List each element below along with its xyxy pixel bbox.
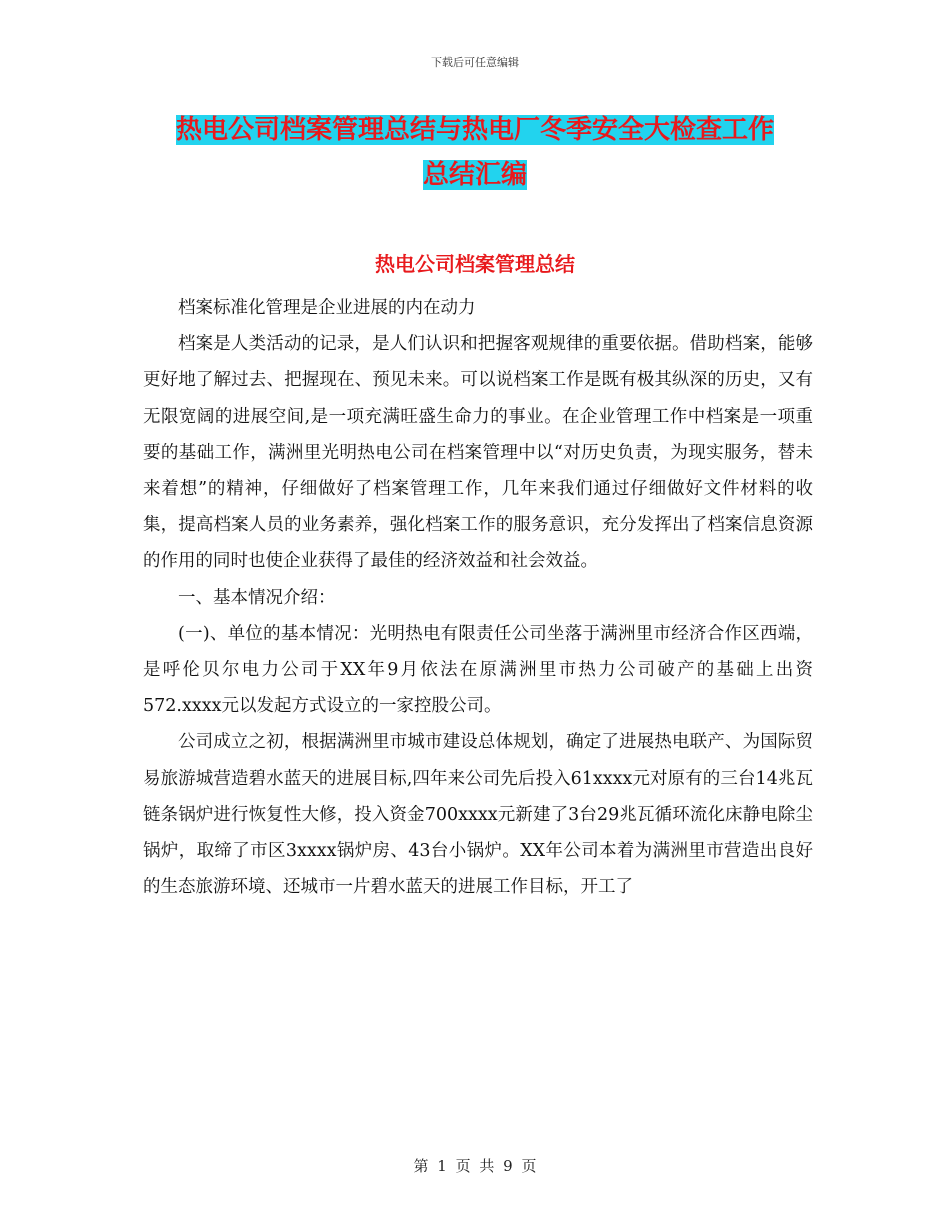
page-header: 下载后可任意编辑 bbox=[431, 56, 519, 69]
document-title-line-1: 热电公司档案管理总结与热电厂冬季安全大检查工作 bbox=[175, 115, 774, 145]
page-footer: 第 1 页 共 9 页 bbox=[413, 1157, 537, 1175]
paragraph: 一、基本情况介绍： bbox=[178, 587, 336, 608]
section-title: 热电公司档案管理总结 bbox=[375, 252, 575, 276]
paragraph: 档案是人类活动的记录，是人们认识和把握客观规律的重要依据。借助档案，能够更好地了解过去、把握现在、预见未来。可以说档案工作是既有极其纵深的历史，又有无限宽阔的进展空间,是一项充满旺盛生命力的事业。在企业管理工作中档案是一项重要的基础工作，满洲里光明热电公司在档案管理中以“对历史负责，为现实服务，替未来着想”的精神，仔细做好了档案管理工作，几年来我们通过仔细做好文件材料的收集，提高档案人员的业务素养，强化档案工作的服务意识，充分发挥出了档案信息资源的作用的同时也使企业获得了最佳的经济效益和社会效益。 bbox=[143, 334, 813, 572]
body-text bbox=[143, 290, 813, 905]
document-title bbox=[150, 108, 800, 198]
document-title-line-2: 总结汇编 bbox=[422, 160, 527, 190]
paragraph: 档案标准化管理是企业进展的内在动力 bbox=[178, 298, 476, 318]
paragraph: 公司成立之初，根据满洲里市城市建设总体规划，确定了进展热电联产、为国际贸易旅游城营造碧水蓝天的进展目标,四年来公司先后投入61xxxx元对原有的三台14兆瓦链条锅炉进行恢复性大修，投入资金700xxxx元新建了3台29兆瓦循环流化床静电除尘锅炉，取缔了市区3xxxx锅炉房、43台小锅炉。XX年公司本着为满洲里市营造出良好的生态旅游环境、还城市一片碧水蓝天的进展工作目标，开工了 bbox=[143, 732, 813, 898]
paragraph: (一)、单位的基本情况：光明热电有限责任公司坐落于满洲里市经济合作区西端，是呼伦贝尔电力公司于XX年9月依法在原满洲里市热力公司破产的基础上出资572.xxxx元以发起方式设立的一家控股公司。 bbox=[143, 623, 813, 717]
